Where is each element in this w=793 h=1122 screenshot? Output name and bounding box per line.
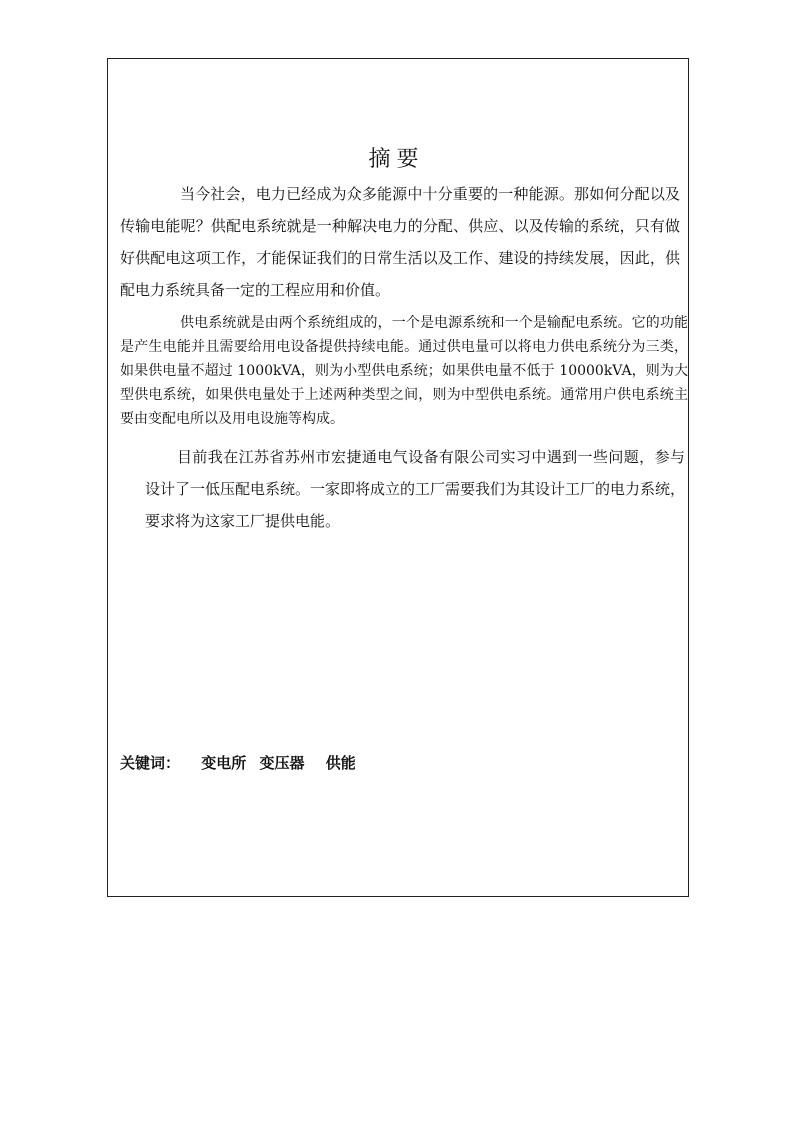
keywords-label: 关键词： xyxy=(120,754,181,772)
keywords-line xyxy=(120,752,364,774)
keyword-item: 变电所 xyxy=(201,754,247,772)
keyword-item: 变压器 xyxy=(259,754,305,772)
abstract-title: 摘要 xyxy=(368,147,425,172)
abstract-paragraph-3: 目前我在江苏省苏州市宏捷通电气设备有限公司实习中遇到一些问题，参与设计了一低压配电系统。一家即将成立的工厂需要我们为其设计工厂的电力系统，要求将为这家工厂提供电能。 xyxy=(145,448,686,530)
abstract-paragraph-1: 当今社会，电力已经成为众多能源中十分重要的一种能源。那如何分配以及传输电能呢？供配电系统就是一种解决电力的分配、供应、以及传输的系统，只有做好供配电这项工作，才能保证我们的日常生活以及工作、建设的持续发展，因此，供配电力系统具备一定的工程应用和价值。 xyxy=(120,185,680,299)
abstract-paragraph-2: 供电系统就是由两个系统组成的，一个是电源系统和一个是输配电系统。它的功能是产生电能并且需要给用电设备提供持续电能。通过供电量可以将电力供电系统分为三类，如果供电量不超过 1000kVA，则为小型供电系统；如果供电量不低于 10000kVA，则为大型供电系统，如果供电量处于上述两种类型之间，则为中型供电系统。通常用户供电系统主要由变配电所以及用电设施等构成。 xyxy=(120,315,688,427)
keyword-item: 供能 xyxy=(325,754,356,772)
